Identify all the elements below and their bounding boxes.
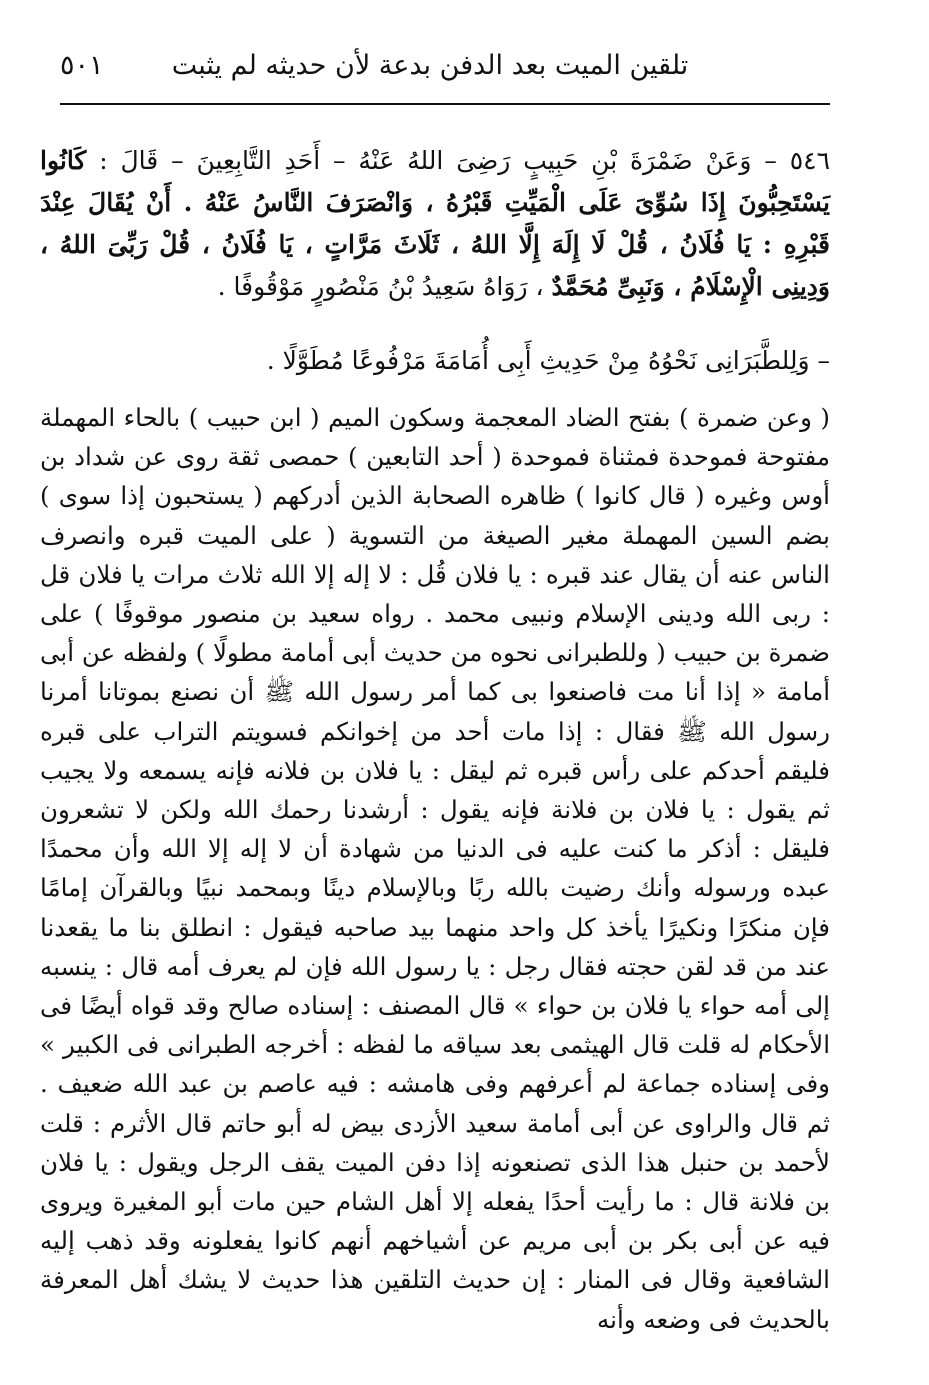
hadith-attribution: ، رَوَاهُ سَعِيدُ بْنُ مَنْصُورٍ مَوْقُوفًا . [217,272,544,301]
header-rule [60,103,830,105]
running-title: تلقين الميت بعد الدفن بدعة لأن حديثه لم يثبت [171,50,689,81]
hadith-matn: كَانُوا يَسْتَحِبُّونَ إِذَا سُوِّىَ عَلَى الْمَيِّتِ قَبْرُهُ ، وَانْصَرَفَ النَّاسُ عَنْهُ . أَنْ يُقَالَ عِنْدَ قَبْرِهِ : يَا فُلَانُ ، قُلْ لَا إِلَهَ إِلَّا اللهُ ، ثَلَاثَ مَرَّاتٍ ، يَا فُلَانُ ، قُلْ رَبِّىَ اللهُ ، وَدِينِى الْإِسْلَامُ ، وَنَبِىِّ مُحَمَّدٌ [40,146,830,301]
commentary-paragraph: ( وعن ضمرة ) بفتح الضاد المعجمة وسكون الميم ( ابن حبيب ) بالحاء المهملة مفتوحة فموحدة فمثناة فموحدة ( أحد التابعين ) حمصى ثقة روى عن شداد بن أوس وغيره ( قال كانوا ) ظاهره الصحابة الذين أدركهم ( يستحبون إذا سوى ) بضم السين المهملة مغير الصيغة من التسوية ( على الميت قبره وانصرف الناس عنه أن يقال عند قبره : يا فلان قُل : لا إله إلا الله ثلاث مرات يا فلان قل : ربى الله ودينى الإسلام ونبيى محمد . رواه سعيد بن منصور موقوفًا ) على ضمرة بن حبيب ( وللطبرانى نحوه من حديث أبى أمامة مطولًا ) ولفظه عن أبى أمامة « إذا أنا مت فاصنعوا بى كما أمر رسول الله ﷺ أن نصنع بموتانا أمرنا رسول الله ﷺ فقال : إذا مات أحد من إخوانكم فسويتم التراب على قبره فليقم أحدكم على رأس قبره ثم ليقل : يا فلان بن فلانه فإنه يسمعه ولا يجيب ثم يقول : يا فلان بن فلانة فإنه يقول : أرشدنا رحمك الله ولكن لا تشعرون فليقل : أذكر ما كنت عليه فى الدنيا من شهادة أن لا إله إلا الله وأن محمدًا عبده ورسوله وأنك رضيت بالله ربًا وبالإسلام دينًا وبمحمد نبيًا وبالقرآن إمامًا فإن منكرًا ونكيرًا يأخذ كل واحد منهما بيد صاحبه فيقول : انطلق بنا ما يقعدنا عند من قد لقن حجته فقال رجل : يا رسول الله فإن لم يعرف أمه قال : ينسبه إلى أمه حواء يا فلان بن حواء » قال المصنف : إسناده صالح وقد قواه أيضًا فى الأحكام له قلت قال الهيثمى بعد سياقه ما لفظه : أخرجه الطبرانى فى الكبير » وفى إسناده جماعة لم أعرفهم وفى هامشه : فيه عاصم بن عبد الله ضعيف . ثم قال والراوى عن أبى أمامة سعيد الأزدى بيض له أبو حاتم قال الأثرم : قلت لأحمد بن حنبل هذا الذى تصنعونه إذا دفن الميت يقف الرجل ويقول : يا فلان بن فلانة قال : ما رأيت أحدًا يفعله إلا أهل الشام حين مات أبو المغيرة ويروى فيه عن أبى بكر بن أبى مريم عن أشياخهم أنهم كانوا يفعلونه وقد ذهب إليه الشافعية وقال فى المنار : إن حديث التلقين هذا حديث لا يشك أهل المعرفة بالحديث فى وضعه وأنه [40,403,830,1334]
page-number: ٥٠١ [60,50,104,81]
hadith-text [40,140,830,308]
hadith-chain: ٥٤٦ – وَعَنْ ضَمْرَةَ بْنِ حَبِيبٍ رَضِىَ اللهُ عَنْهُ – أَحَدِ التَّابِعِينَ – قَالَ : [99,146,831,175]
tabarani-note: – وَلِلطَّبَرَانِى نَحْوُهُ مِنْ حَدِيثِ أَبِى أُمَامَةَ مَرْفُوعًا مُطَوَّلًا . [266,346,830,375]
page-header [60,44,830,92]
commentary [40,398,830,1339]
